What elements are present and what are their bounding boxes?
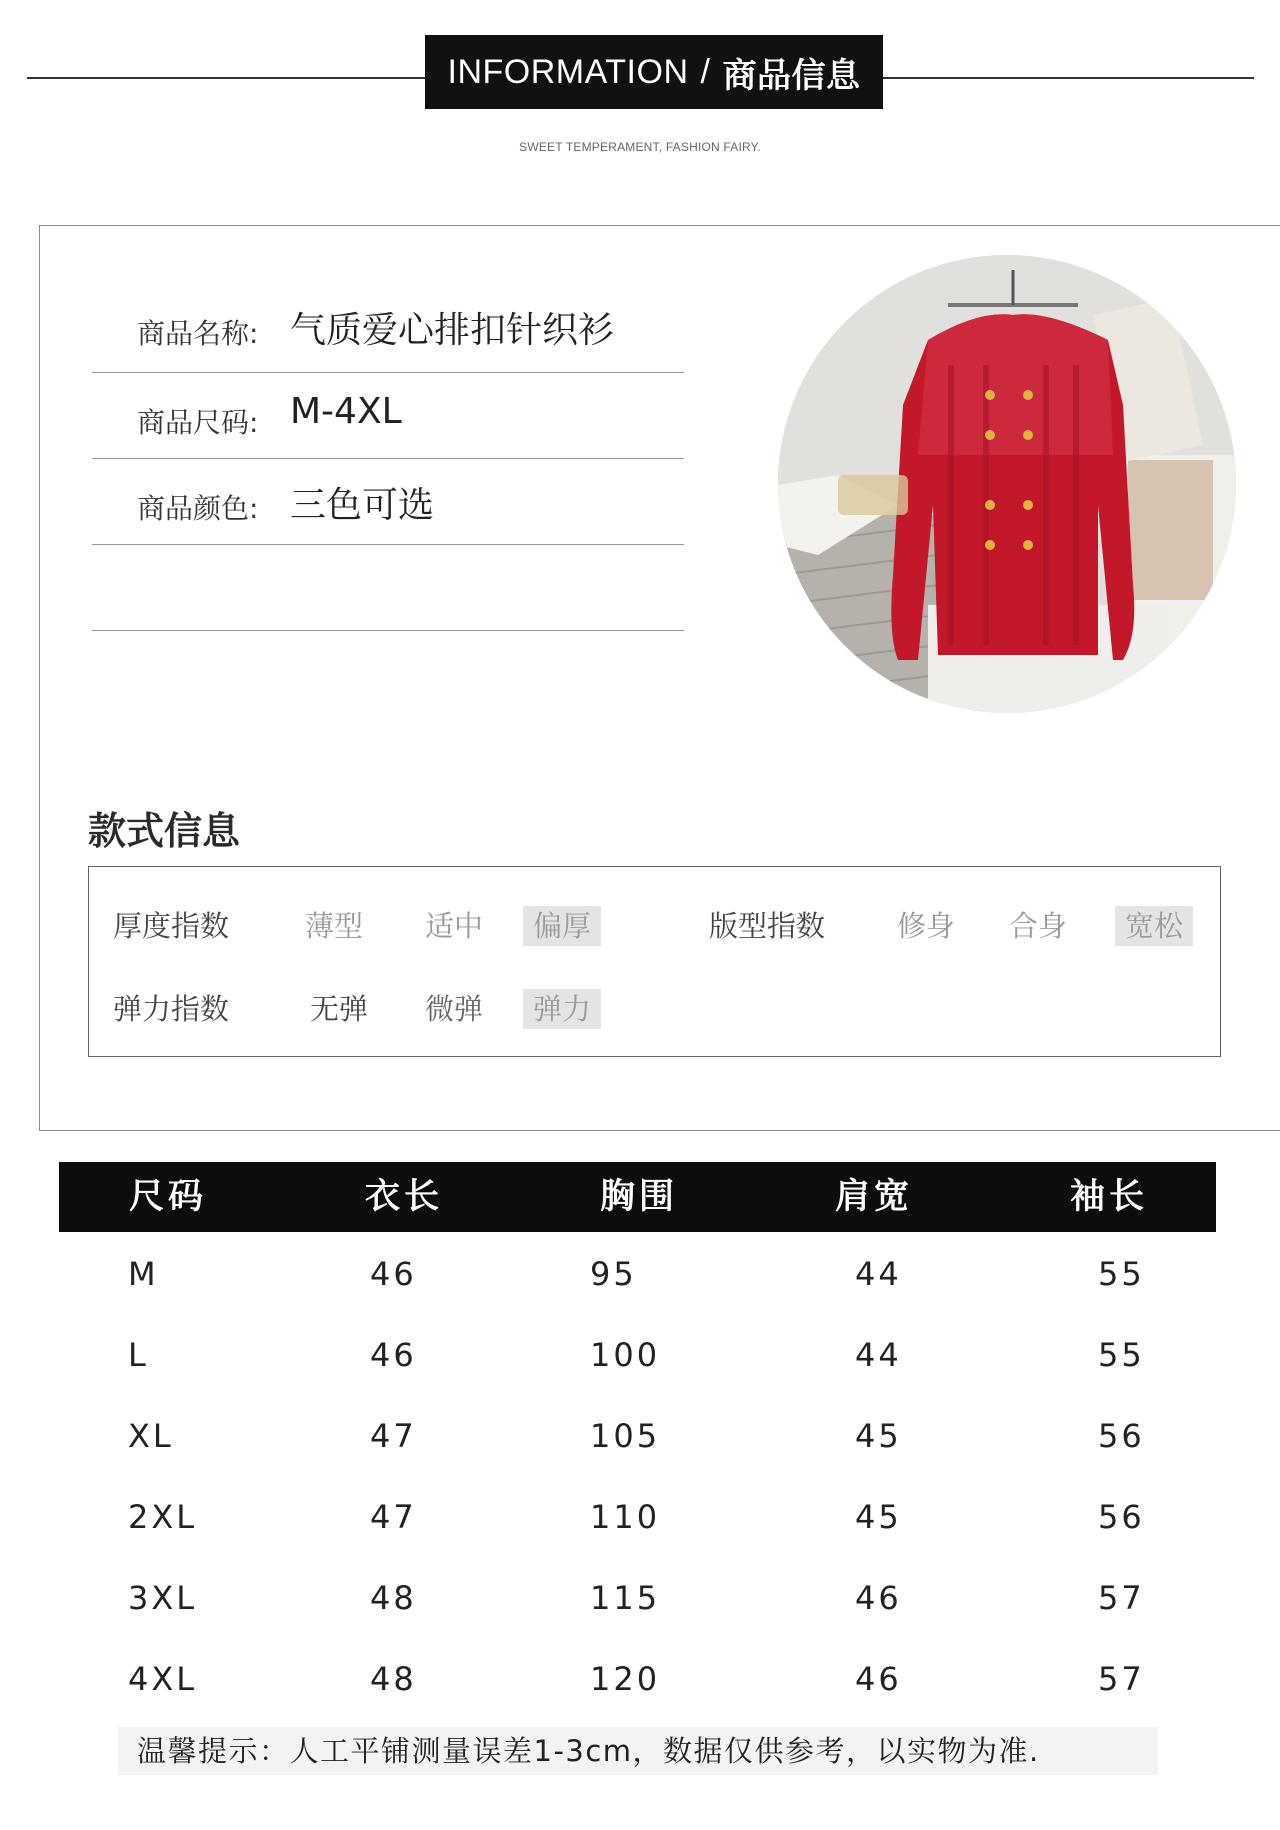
fit-option-loose-selected: 宽松 <box>1115 906 1193 946</box>
size-table-cell-length: 47 <box>370 1498 417 1536</box>
size-table-cell-shoulder: 45 <box>855 1498 902 1536</box>
col-header-bust: 胸围 <box>600 1177 679 1217</box>
header-subtitle: SWEET TEMPERAMENT, FASHION FAIRY. <box>519 140 761 154</box>
product-size-label: 商品尺码: <box>137 406 259 439</box>
product-name-label: 商品名称: <box>137 317 259 350</box>
header-title-en: INFORMATION <box>447 52 689 91</box>
size-table-cell-bust: 110 <box>590 1498 661 1536</box>
section-header <box>425 35 883 109</box>
product-empty-row <box>92 545 684 631</box>
elasticity-option-slight: 微弹 <box>425 992 484 1026</box>
size-table-cell-shoulder: 46 <box>855 1660 902 1698</box>
size-table-cell-length: 48 <box>370 1660 417 1698</box>
cardigan-illustration <box>778 255 1236 713</box>
style-info-title: 款式信息 <box>88 809 241 853</box>
thickness-option-thin: 薄型 <box>305 909 364 943</box>
size-table-cell-bust: 115 <box>590 1579 661 1617</box>
size-table-cell-length: 47 <box>370 1417 417 1455</box>
product-color-row <box>92 459 684 545</box>
size-table-cell-shoulder: 44 <box>855 1336 902 1374</box>
size-table-cell-sleeve: 57 <box>1098 1579 1145 1617</box>
size-table-cell-size: M <box>128 1255 159 1293</box>
size-table-cell-shoulder: 46 <box>855 1579 902 1617</box>
size-table-cell-size: 4XL <box>128 1660 198 1698</box>
thickness-label: 厚度指数 <box>113 909 230 943</box>
header-rule-right <box>882 77 1254 79</box>
fit-option-slim: 修身 <box>897 909 956 943</box>
size-table-cell-bust: 95 <box>590 1255 637 1293</box>
size-table-cell-sleeve: 57 <box>1098 1660 1145 1698</box>
size-table-cell-size: L <box>128 1336 149 1374</box>
elasticity-option-none: 无弹 <box>310 992 369 1026</box>
size-table-cell-sleeve: 56 <box>1098 1498 1145 1536</box>
size-table-cell-bust: 120 <box>590 1660 661 1698</box>
style-info-box <box>88 866 1221 1057</box>
product-size-value: M-4XL <box>290 391 402 432</box>
size-table-cell-sleeve: 55 <box>1098 1255 1145 1293</box>
size-table-cell-sleeve: 55 <box>1098 1336 1145 1374</box>
size-table-cell-bust: 100 <box>590 1336 661 1374</box>
size-table-cell-shoulder: 45 <box>855 1417 902 1455</box>
product-color-value: 三色可选 <box>290 485 435 526</box>
product-name-row <box>92 288 684 373</box>
fit-option-regular: 合身 <box>1009 909 1068 943</box>
header-rule-left <box>27 77 427 79</box>
product-size-row <box>92 373 684 459</box>
size-table-cell-length: 46 <box>370 1336 417 1374</box>
size-table-cell-length: 46 <box>370 1255 417 1293</box>
header-title-cn: 商品信息 <box>722 55 861 96</box>
size-table-cell-size: XL <box>128 1417 174 1455</box>
col-header-shoulder: 肩宽 <box>835 1177 914 1217</box>
thickness-option-medium: 适中 <box>425 909 484 943</box>
header-separator: / <box>700 52 711 91</box>
measurement-tip: 温馨提示：人工平铺测量误差1-3cm，数据仅供参考，以实物为准. <box>137 1734 1040 1768</box>
product-photo <box>778 255 1236 713</box>
col-header-size: 尺码 <box>129 1177 208 1217</box>
size-table-cell-shoulder: 44 <box>855 1255 902 1293</box>
size-table-header <box>59 1162 1216 1232</box>
elasticity-option-stretch-selected: 弹力 <box>523 989 601 1029</box>
size-table-cell-sleeve: 56 <box>1098 1417 1145 1455</box>
size-table-cell-size: 3XL <box>128 1579 198 1617</box>
size-table-cell-bust: 105 <box>590 1417 661 1455</box>
size-table-cell-size: 2XL <box>128 1498 198 1536</box>
product-name-value: 气质爱心排扣针织衫 <box>290 310 615 351</box>
product-color-label: 商品颜色: <box>137 492 259 525</box>
col-header-length: 衣长 <box>365 1177 444 1217</box>
thickness-option-thick-selected: 偏厚 <box>523 906 601 946</box>
elasticity-label: 弹力指数 <box>113 992 230 1026</box>
col-header-sleeve: 袖长 <box>1070 1177 1149 1217</box>
fit-label: 版型指数 <box>709 909 826 943</box>
size-table-cell-length: 48 <box>370 1579 417 1617</box>
